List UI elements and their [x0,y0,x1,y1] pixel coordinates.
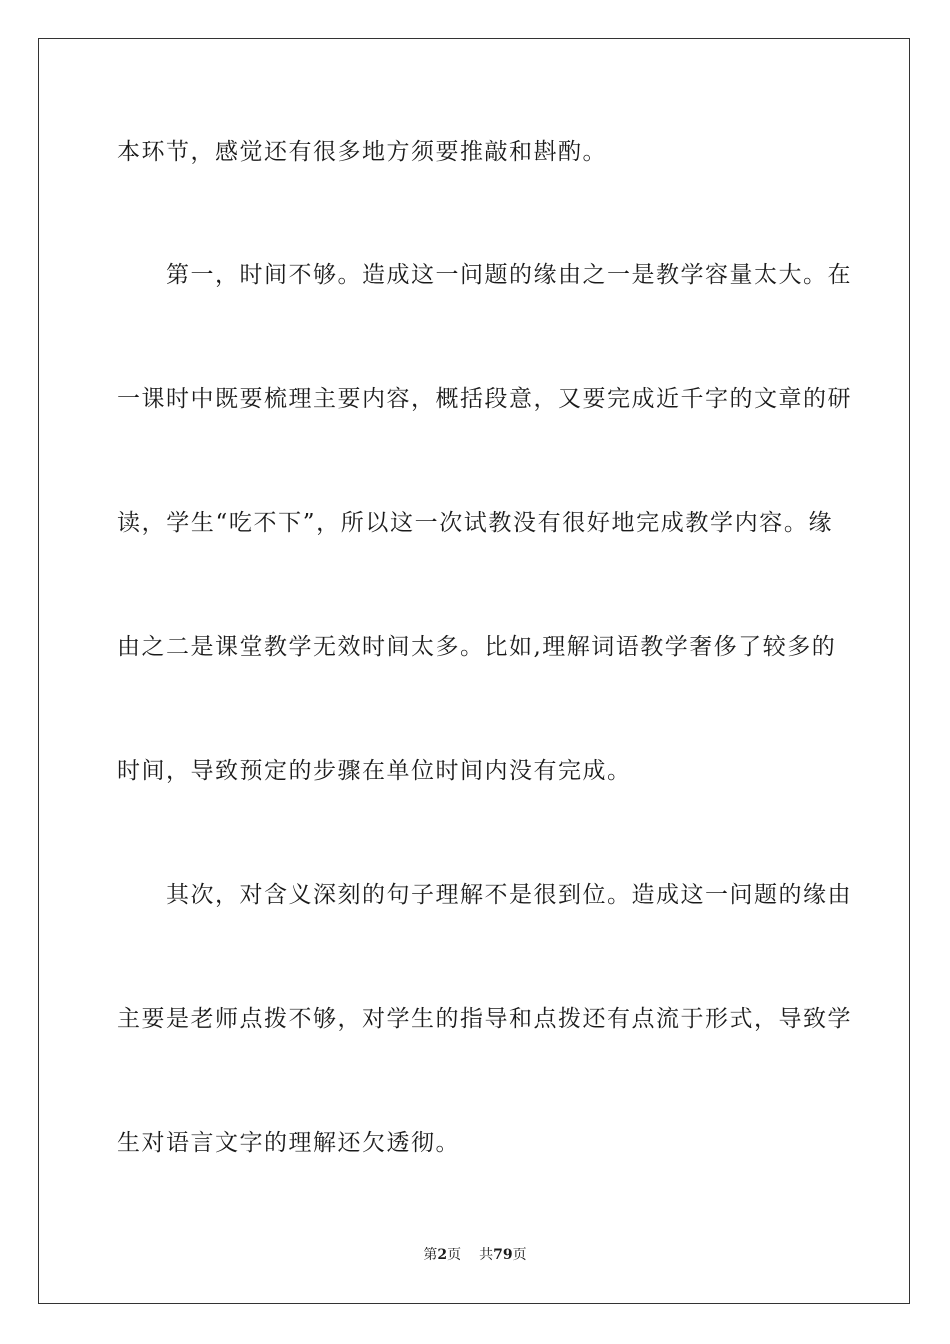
text-line-4: 读，学生“吃不下”，所以这一次试教没有很好地完成教学内容。缘 [117,510,833,536]
text-line-7: 其次，对含义深刻的句子理解不是很到位。造成这一问题的缘由 [117,882,852,908]
page-label-suffix: 页 [447,1247,462,1263]
text-line-3: 一课时中既要梳理主要内容，概括段意，又要完成近千字的文章的研 [117,386,852,412]
text-line-5: 由之二是课堂教学无效时间太多。比如,理解词语教学奢侈了较多的 [117,634,837,660]
text-line-2: 第一，时间不够。造成这一问题的缘由之一是教学容量太大。在 [117,262,852,288]
total-page-count: 79 [493,1247,513,1263]
text-line-1: 本环节，感觉还有很多地方须要推敲和斟酌。 [117,139,607,165]
page-footer [0,1246,950,1264]
page-label-prefix: 第 [423,1247,438,1263]
text-line-8: 主要是老师点拨不够，对学生的指导和点拨还有点流于形式，导致学 [117,1006,852,1032]
total-label-prefix: 共 [479,1247,494,1263]
text-line-6: 时间，导致预定的步骤在单位时间内没有完成。 [117,758,632,784]
page-frame [38,38,910,1304]
current-page-number: 2 [437,1247,448,1263]
text-line-9: 生对语言文字的理解还欠透彻。 [117,1130,460,1156]
total-label-suffix: 页 [512,1247,527,1263]
